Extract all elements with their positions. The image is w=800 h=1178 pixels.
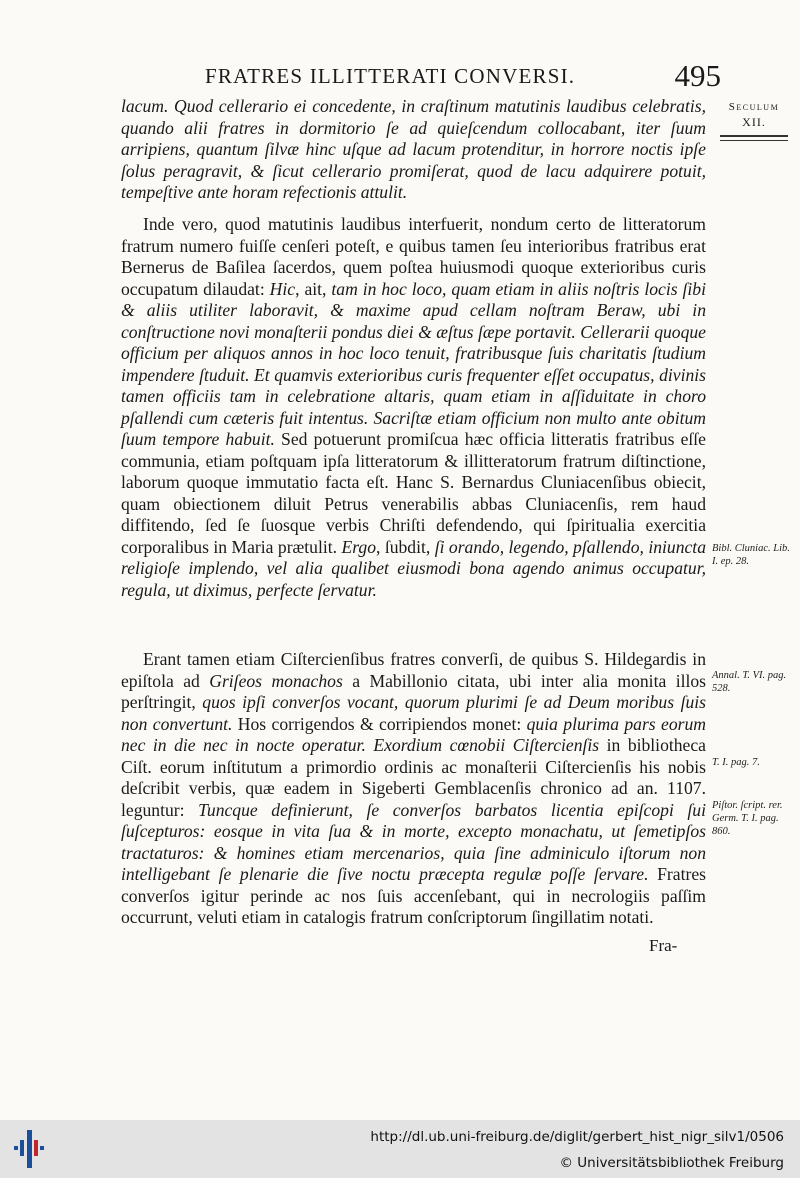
p2-quote-petrus: ſi orando, legendo, pſallendo, iniuncta religioſe implendo, vel alia qualibet eiusmodi bona agendo animus occupatur, regula, ut diximus, perfecte ſervatur. [121, 536, 706, 600]
seculum-rule [720, 135, 788, 141]
p2-text-c: , ait, [295, 278, 332, 299]
copyright-text: © Universitätsbibliothek Freiburg [559, 1155, 784, 1171]
margin-note-bibl: Bibl. Cluniac. Lib. I. ep. 28. [712, 543, 790, 567]
library-logo-icon [12, 1126, 52, 1172]
running-title: FRATRES ILLITTERATI CONVERSI. [205, 64, 576, 88]
catchword: Fra- [649, 936, 678, 955]
p2-text-f: Ergo [341, 536, 376, 557]
seculum-number: XII. [742, 115, 766, 129]
paragraph-3 [121, 649, 706, 929]
page-number: 495 [674, 58, 721, 93]
p3-text-c: a Mabillonio citata, ubi inter alia monita illos perſtringit, [121, 670, 707, 712]
margin-note-annal: Annal. T. VI. pag. 528. [712, 670, 787, 694]
p2-text-e: Sed potuerunt promiſcua hæc officia litteratis fratribus eſſe communia, etiam poſtquam ipſa litteratorum & illitteratorum fratrum diſtinctione, laborum quoque immutatio facta eſt. Hanc S. Bernardus Cluniacenſibus obiecit, quam obiectionem diluit Petrus venerabilis abbas Cluniacenſis, rem haud diffitendo, ſed ſe ſuosque verbis Chriſti defendendo, qui ſpiritualia exercitia corporalibus in Maria prætulit. [121, 429, 706, 557]
p2-text-a: Inde vero, quod matutinis laudibus interfuerit, nondum certo de litteratorum fratrum numero fuiſſe cenſeri poteſt, e quibus tamen ſeu interioribus fratribus erat Bernerus de Baſilea ſacerdos, quem poſtea huiusmodi quoque exterioribus curis occupatum dilaudat: [121, 214, 706, 299]
p2-text-b: Hic [269, 278, 296, 299]
p3-text-i: Fratres converſos igitur perinde ac nos ſuis accenſebant, qui in necrologiis paſſim occurrunt, veluti etiam in catalogis fratrum conſcriptorum ſingillatim notati. [121, 864, 706, 927]
margin-note-t1: T. I. pag. 7. [712, 757, 760, 768]
p3-quote-exordium: Tuncque definierunt, ſe converſos barbatos licentia epiſcopi ſui ſuſcepturos: eosque in vita ſua & in morte, excepto monachatu, ut ſemetipſos tractaturos: & homines etiam mercenarios, quia ſine adminiculo iſtorum non intelligebant ſe plenarie die ſive noctu præcepta regulæ poſſe ſervare. [121, 799, 706, 884]
paragraph-1: lacum. Quod cellerario ei concedente, in craſtinum matutinis laudibus celebratis, quando alii fratres in dormitorio ſe ad quieſcendum collocabant, iter ſuum arripiens, quantum ſilvæ hinc uſque ad lacum protenditur, in horrore noctis ipſe ſolus peragravit, & ſicut cellerario promiſerat, quod de lacu adquirere potuit, tempeſtive ante horam refectionis attulit. [121, 96, 706, 202]
footer-bar [0, 1120, 800, 1178]
p3-quote-hildegardis: quos ipſi converſos vocant, quorum plurimi ſe ad Deum moribus ſuis non convertunt. [121, 692, 706, 734]
p3-text-b: Griſeos monachos [209, 670, 343, 691]
p3-text-a: Erant tamen etiam Ciſtercienſibus fratres converſi, de quibus S. Hildegardis in epiſtola ad [121, 649, 706, 691]
seculum-marker [718, 101, 790, 141]
p3-text-g: in bibliotheca Ciſt. eorum inſtitutum a primordio ordinis ac monaſterii Ciſtercienſis his nobis deſcribit verbis, quæ eadem in Sigeberti Gemblacenſis chronico ad an. 1107. leguntur: [121, 735, 706, 820]
p3-text-f: quia plurima pars eorum nec in die nec in nocte operatur. Exordium cœnobii Ciſtercienſis [121, 713, 706, 755]
p3-text-e: Hos corrigendos & corripiendos monet: [232, 713, 527, 734]
p2-text-g: , ſubdit, [376, 536, 435, 557]
p2-quote-berner: tam in hoc loco, quam etiam in aliis noſtris locis ſibi & aliis utiliter laboravit, & maxime apud cellam noſtram Beraw, ubi in conſtructione novi monaſterii pondus diei & æſtus ſæpe portavit. Cellerarii quoque officium per aliquos annos in hoc loco tenuit, fratribusque ſuis charitatis ſtudium impendere ſtuduit. Et quamvis exterioribus curis frequenter eſſet occupatus, divinis tamen officiis tam in celebratione altaris, quam etiam in aſſiduitate in choro pſallendi cum cæteris fuit intentus. Sacriſtæ etiam officium non multo ante obitum ſuum tempore habuit. [121, 278, 706, 449]
seculum-label: Seculum [728, 101, 780, 113]
margin-note-pistor: Piſtor. ſcript. rer. Germ. T. I. pag. 860. [712, 800, 783, 837]
running-header [205, 58, 725, 94]
paragraph-2 [121, 214, 706, 601]
permalink-url[interactable]: http://dl.ub.uni-freiburg.de/diglit/gerbert_hist_nigr_silv1/0506 [370, 1129, 784, 1145]
